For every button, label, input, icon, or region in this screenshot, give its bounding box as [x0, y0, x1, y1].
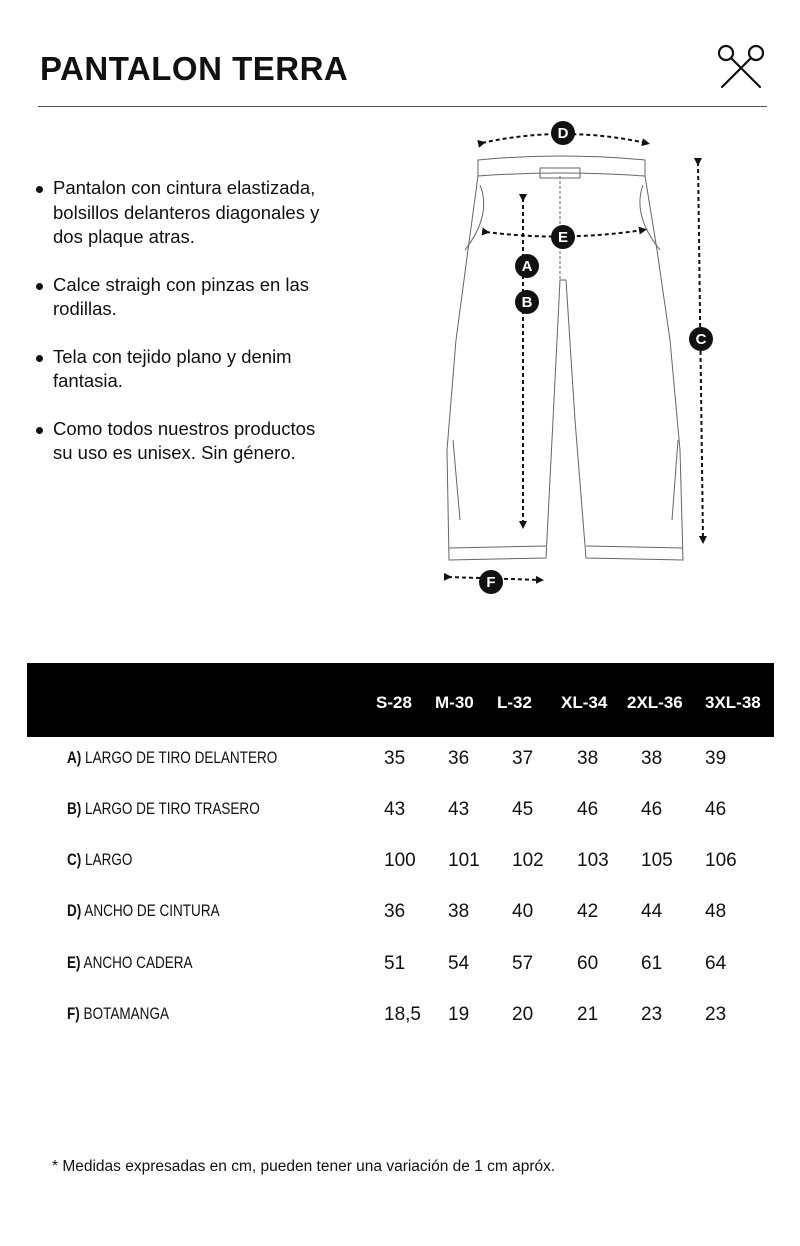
table-cell: 60	[577, 953, 599, 974]
svg-text:A: A	[521, 258, 533, 275]
size-header: 3XL-38	[705, 693, 761, 712]
row-key: B)	[67, 800, 82, 818]
feature-item: Tela con tejido plano y denim fantasia.	[36, 345, 336, 394]
marker-c	[689, 327, 713, 351]
table-cell: 43	[384, 799, 406, 820]
table-cell: 101	[448, 850, 480, 871]
table-cell: 37	[512, 748, 534, 769]
footnote: * Medidas expresadas en cm, pueden tener una variación de 1 cm apróx.	[52, 1158, 556, 1175]
table-cell: 46	[641, 799, 663, 820]
size-header: L-32	[497, 693, 532, 712]
table-cell: 102	[512, 850, 544, 871]
svg-text:D: D	[557, 125, 569, 142]
table-cell: 38	[448, 901, 470, 922]
table-cell: 51	[384, 953, 406, 974]
row-key: A)	[67, 749, 82, 767]
marker-d	[551, 121, 575, 145]
table-cell: 42	[577, 901, 599, 922]
table-cell: 46	[705, 799, 727, 820]
row-label	[67, 954, 193, 973]
row-label-text: LARGO DE TIRO TRASERO	[85, 800, 260, 818]
size-header: 2XL-36	[627, 693, 683, 712]
pants-measurement-diagram	[430, 115, 730, 605]
table-cell: 61	[641, 953, 663, 974]
table-cell: 57	[512, 953, 534, 974]
row-label-text: BOTAMANGA	[83, 1005, 170, 1023]
feature-item: Pantalon con cintura elastizada, bolsillos delanteros diagonales y dos plaque atras.	[36, 176, 336, 250]
size-header: XL-34	[561, 693, 608, 712]
table-cell: 40	[512, 901, 534, 922]
row-label-text: ANCHO DE CINTURA	[84, 902, 220, 920]
row-label-text: LARGO DE TIRO DELANTERO	[85, 749, 278, 767]
table-cell: 38	[577, 748, 599, 769]
row-label-text: LARGO	[85, 851, 133, 869]
table-cell: 105	[641, 850, 673, 871]
table-cell: 44	[641, 901, 663, 922]
header-divider	[38, 106, 767, 107]
table-cell: 36	[448, 748, 470, 769]
marker-f	[479, 570, 503, 594]
svg-text:F: F	[486, 574, 496, 591]
size-header: M-30	[435, 693, 474, 712]
marker-e	[551, 225, 575, 249]
svg-text:E: E	[557, 229, 569, 246]
table-cell: 21	[577, 1004, 599, 1025]
svg-text:B: B	[521, 294, 533, 311]
size-header: S-28	[376, 693, 412, 712]
svg-text:C: C	[695, 331, 707, 348]
table-cell: 35	[384, 748, 406, 769]
table-cell: 18,5	[384, 1004, 421, 1025]
table-cell: 54	[448, 953, 470, 974]
table-cell: 43	[448, 799, 470, 820]
table-cell: 48	[705, 901, 727, 922]
table-cell: 23	[705, 1004, 727, 1025]
scissors-icon	[716, 42, 766, 90]
table-cell: 20	[512, 1004, 534, 1025]
table-cell: 100	[384, 850, 416, 871]
row-label	[67, 902, 220, 921]
pants-outline	[447, 156, 683, 560]
table-cell: 38	[641, 748, 663, 769]
row-label-text: ANCHO CADERA	[83, 954, 193, 972]
row-label	[67, 1005, 169, 1024]
table-cell: 103	[577, 850, 609, 871]
table-cell: 39	[705, 748, 727, 769]
table-cell: 23	[641, 1004, 663, 1025]
marker-b	[515, 290, 539, 314]
table-cell: 19	[448, 1004, 470, 1025]
table-cell: 64	[705, 953, 727, 974]
row-label	[67, 749, 277, 768]
table-cell: 36	[384, 901, 406, 922]
row-label	[67, 800, 260, 819]
row-key: E)	[67, 954, 81, 972]
feature-list	[36, 176, 336, 489]
table-cell: 45	[512, 799, 534, 820]
row-label	[67, 851, 132, 870]
table-cell: 46	[577, 799, 599, 820]
row-key: D)	[67, 902, 82, 920]
row-key: F)	[67, 1005, 80, 1023]
marker-a	[515, 254, 539, 278]
row-key: C)	[67, 851, 82, 869]
page-title: PANTALON TERRA	[40, 50, 349, 87]
feature-item: Como todos nuestros productos su uso es unisex. Sin género.	[36, 417, 336, 466]
table-cell: 106	[705, 850, 737, 871]
feature-item: Calce straigh con pinzas en las rodillas.	[36, 273, 336, 322]
